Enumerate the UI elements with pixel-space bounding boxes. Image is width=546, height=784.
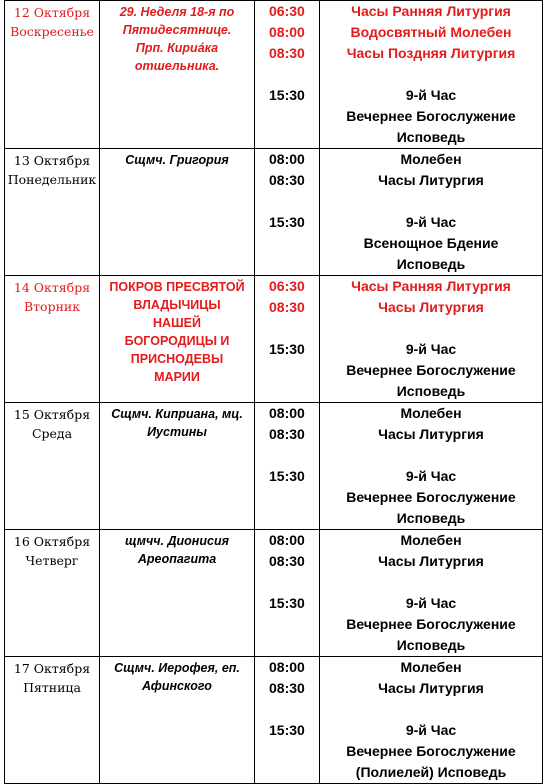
saint-cell [100,403,255,530]
service-time: 08:00 [269,151,305,167]
service-name: Всенощное Бдение [363,235,499,251]
day-row [5,276,543,403]
service-name: Часы Ранняя Литургия [351,278,511,294]
service-time: 06:30 [269,3,305,19]
day-row [5,1,543,149]
service-cell [320,530,543,657]
service-time: 15:30 [269,214,305,230]
service-time: 15:30 [269,722,305,738]
saint-line: отшельника. [134,59,220,73]
saint-line: Прп. Кириáка [135,41,219,55]
date-cell [5,276,100,403]
service-time: 06:30 [269,278,305,294]
day-date: 17 Октября [13,661,91,676]
time-gap [269,445,319,466]
saint-cell [100,1,255,149]
service-time: 15:30 [269,87,305,103]
service-gap [320,445,542,466]
service-time: 08:30 [269,553,305,569]
service-name: Молебен [400,532,462,548]
service-time: 08:30 [269,299,305,315]
service-time: 08:30 [269,680,305,696]
service-gap [320,191,542,212]
time-gap [269,699,319,720]
service-cell [320,276,543,403]
service-time: 08:30 [269,426,305,442]
saint-line: Сщмч. Иерофея, еп. [114,661,240,675]
service-name: 9-й Час [405,722,457,738]
time-cell [255,530,320,657]
service-name: Водосвятный Молебен [350,24,512,40]
saint-line: ПРИСНОДЕВЫ [130,352,224,366]
service-name: Молебен [400,405,462,421]
saint-line: щмчч. Дионисия [125,534,229,548]
service-name: Исповедь [396,510,466,526]
time-gap [269,191,319,212]
date-cell [5,530,100,657]
day-date: 13 Октября [13,153,91,168]
service-gap [320,572,542,593]
day-weekday: Вторник [23,299,81,314]
day-weekday: Воскресенье [10,24,94,39]
service-name: Исповедь [396,129,466,145]
service-name: Вечернее Богослужение [346,489,516,505]
service-time: 08:30 [269,172,305,188]
saint-line: 29. Неделя 18-я по [119,5,235,19]
time-cell [255,657,320,784]
service-time: 15:30 [269,595,305,611]
service-name: Часы Поздняя Литургия [346,45,516,61]
service-name: 9-й Час [405,595,457,611]
service-time: 08:00 [269,24,305,40]
saint-line: БОГОРОДИЦЫ И [124,334,230,348]
saint-cell [100,657,255,784]
saint-cell [100,276,255,403]
day-row [5,530,543,657]
service-name: Часы Литургия [378,680,484,696]
time-cell [255,403,320,530]
service-name: 9-й Час [405,214,457,230]
day-date: 12 Октября [13,5,91,20]
schedule-rows [5,1,543,784]
day-date: 14 Октября [13,280,91,295]
service-name: Часы Литургия [378,553,484,569]
saint-line: МАРИИ [154,370,200,384]
day-row [5,657,543,784]
service-name: Часы Литургия [378,299,484,315]
saint-line: ВЛАДЫЧИЦЫ [133,298,221,312]
date-cell [5,403,100,530]
time-gap [269,318,319,339]
saint-line: Сщмч. Григория [125,153,229,167]
saint-line: НАШЕЙ [153,316,201,330]
service-name: Вечернее Богослужение [346,616,516,632]
service-name: Молебен [400,151,462,167]
service-time: 15:30 [269,468,305,484]
time-cell [255,149,320,276]
schedule-table [4,0,543,784]
saint-cell [100,530,255,657]
day-row [5,403,543,530]
service-name: Исповедь [396,383,466,399]
service-gap [320,318,542,339]
service-name: Вечернее Богослужение [346,743,516,759]
time-cell [255,1,320,149]
service-gap [320,699,542,720]
service-name: 9-й Час [405,87,457,103]
service-name: Часы Ранняя Литургия [351,3,511,19]
service-name: Молебен [400,659,462,675]
day-weekday: Среда [31,426,73,441]
service-name: Вечернее Богослужение [346,108,516,124]
day-weekday: Понедельник [7,172,97,187]
saint-line: Ареопагита [137,552,217,566]
saint-line: Иустины [147,425,207,439]
day-weekday: Четверг [25,553,79,568]
saint-cell [100,149,255,276]
date-cell [5,149,100,276]
saint-line: Сщмч. Киприана, мц. [111,407,243,421]
service-name: (Полиелей) Исповедь [355,764,507,780]
saint-line: Пятидесятнице. [122,23,232,37]
service-time: 08:30 [269,45,305,61]
day-row [5,149,543,276]
day-date: 15 Октября [13,407,91,422]
day-weekday: Пятница [23,680,81,695]
service-cell [320,403,543,530]
service-time: 15:30 [269,341,305,357]
date-cell [5,1,100,149]
service-time: 08:00 [269,659,305,675]
service-name: Исповедь [396,637,466,653]
service-cell [320,657,543,784]
saint-line: ПОКРОВ ПРЕСВЯТОЙ [109,280,245,294]
service-gap [320,64,542,85]
service-time: 08:00 [269,405,305,421]
service-name: 9-й Час [405,468,457,484]
day-date: 16 Октября [13,534,91,549]
service-name: Исповедь [396,256,466,272]
time-cell [255,276,320,403]
service-name: Часы Литургия [378,426,484,442]
date-cell [5,657,100,784]
service-cell [320,1,543,149]
time-gap [269,64,319,85]
service-time: 08:00 [269,532,305,548]
service-cell [320,149,543,276]
service-name: Часы Литургия [378,172,484,188]
saint-line: Афинского [142,679,212,693]
time-gap [269,572,319,593]
service-name: Вечернее Богослужение [346,362,516,378]
service-name: 9-й Час [405,341,457,357]
